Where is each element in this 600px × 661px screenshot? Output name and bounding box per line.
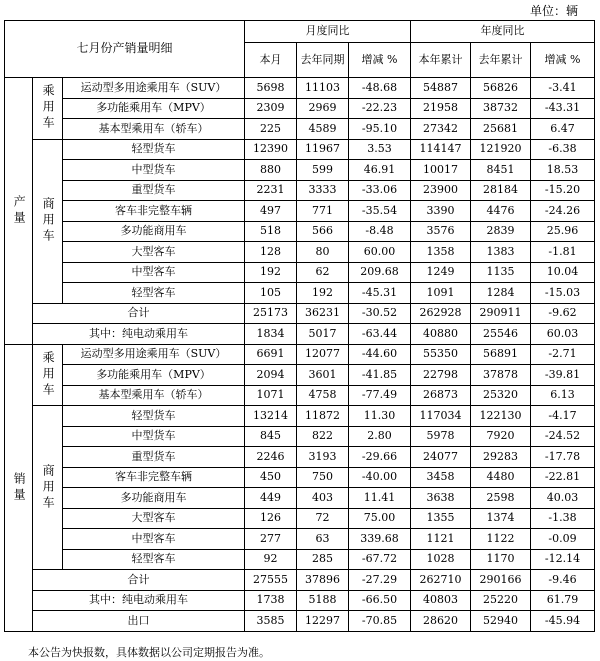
- row-name: 运动型多用途乘用车（SUV）: [63, 78, 245, 99]
- row-name: 基本型乘用车（轿车）: [63, 385, 245, 406]
- cell-yc: 55350: [411, 344, 471, 365]
- table-row-ev: [5, 324, 595, 345]
- cell-yc: 1358: [411, 242, 471, 263]
- table-row-export: [5, 611, 595, 632]
- cell-mc: 75.00: [349, 508, 411, 529]
- production-commercial-label: 商用车: [33, 139, 63, 303]
- cell-mc: 209.68: [349, 262, 411, 283]
- cell-yc: 40803: [411, 590, 471, 611]
- cell-mc: -70.85: [349, 611, 411, 632]
- cell-yd: 6.47: [531, 119, 595, 140]
- cell-mc: -48.68: [349, 78, 411, 99]
- cell-m: 2246: [245, 447, 297, 468]
- cell-ly: 5188: [297, 590, 349, 611]
- cell-m: 13214: [245, 406, 297, 427]
- cell-mc: 339.68: [349, 529, 411, 550]
- cell-mc: 11.41: [349, 488, 411, 509]
- cell-lyc: 29283: [471, 447, 531, 468]
- cell-yc: 54887: [411, 78, 471, 99]
- cell-m: 845: [245, 426, 297, 447]
- cell-yc: 23900: [411, 180, 471, 201]
- cell-m: 126: [245, 508, 297, 529]
- cell-m: 1738: [245, 590, 297, 611]
- cell-ly: 2969: [297, 98, 349, 119]
- cell-mc: -33.06: [349, 180, 411, 201]
- cell-ly: 11967: [297, 139, 349, 160]
- col-this-year-cum: 本年累计: [411, 43, 471, 78]
- cell-yd: -6.38: [531, 139, 595, 160]
- production-passenger-label: 乘用车: [33, 78, 63, 140]
- cell-yc: 26873: [411, 385, 471, 406]
- monthly-header: 月度同比: [245, 21, 411, 43]
- cell-lyc: 25220: [471, 590, 531, 611]
- cell-mc: -95.10: [349, 119, 411, 140]
- cell-m: 2309: [245, 98, 297, 119]
- cell-yc: 27342: [411, 119, 471, 140]
- sales-passenger-label: 乘用车: [33, 344, 63, 406]
- row-name: 多功能乘用车（MPV）: [63, 365, 245, 386]
- table-row: [5, 488, 595, 509]
- row-name: 中型客车: [63, 529, 245, 550]
- cell-lyc: 290166: [471, 570, 531, 591]
- cell-lyc: 1374: [471, 508, 531, 529]
- cell-lyc: 1135: [471, 262, 531, 283]
- cell-ly: 566: [297, 221, 349, 242]
- cell-mc: -44.60: [349, 344, 411, 365]
- cell-yd: -39.81: [531, 365, 595, 386]
- cell-yd: -17.78: [531, 447, 595, 468]
- table-row-total: [5, 303, 595, 324]
- cell-m: 6691: [245, 344, 297, 365]
- row-name: 轻型客车: [63, 283, 245, 304]
- table-row: [5, 221, 595, 242]
- cell-m: 3585: [245, 611, 297, 632]
- cell-yd: -4.17: [531, 406, 595, 427]
- cell-mc: -40.00: [349, 467, 411, 488]
- cell-yd: -15.03: [531, 283, 595, 304]
- production-section-label: 产量: [5, 78, 33, 345]
- row-name: 重型货车: [63, 447, 245, 468]
- row-name: 轻型客车: [63, 549, 245, 570]
- table-row: [5, 180, 595, 201]
- cell-yc: 40880: [411, 324, 471, 345]
- cell-yc: 262928: [411, 303, 471, 324]
- cell-lyc: 25320: [471, 385, 531, 406]
- cell-yd: -1.81: [531, 242, 595, 263]
- cell-mc: -35.54: [349, 201, 411, 222]
- cell-ly: 771: [297, 201, 349, 222]
- cell-mc: -45.31: [349, 283, 411, 304]
- table-row: [5, 365, 595, 386]
- cell-mc: -29.66: [349, 447, 411, 468]
- cell-yd: -22.81: [531, 467, 595, 488]
- cell-mc: -22.23: [349, 98, 411, 119]
- cell-ly: 72: [297, 508, 349, 529]
- cell-yd: -45.94: [531, 611, 595, 632]
- cell-m: 12390: [245, 139, 297, 160]
- table-row: [5, 508, 595, 529]
- cell-ly: 3333: [297, 180, 349, 201]
- cell-lyc: 25681: [471, 119, 531, 140]
- cell-lyc: 52940: [471, 611, 531, 632]
- table-row: [5, 78, 595, 99]
- cell-yc: 1028: [411, 549, 471, 570]
- cell-mc: -8.48: [349, 221, 411, 242]
- cell-yd: 61.79: [531, 590, 595, 611]
- cell-m: 25173: [245, 303, 297, 324]
- cell-m: 449: [245, 488, 297, 509]
- row-name: 重型货车: [63, 180, 245, 201]
- row-name: 基本型乘用车（轿车）: [63, 119, 245, 140]
- cell-m: 450: [245, 467, 297, 488]
- cell-lyc: 2839: [471, 221, 531, 242]
- cell-yd: 10.04: [531, 262, 595, 283]
- row-name: 其中：纯电动乘用车: [33, 324, 245, 345]
- cell-yd: -3.41: [531, 78, 595, 99]
- table-row: [5, 262, 595, 283]
- table-row: [5, 242, 595, 263]
- cell-lyc: 1170: [471, 549, 531, 570]
- cell-lyc: 4476: [471, 201, 531, 222]
- cell-ly: 599: [297, 160, 349, 181]
- cell-ly: 822: [297, 426, 349, 447]
- cell-ly: 192: [297, 283, 349, 304]
- row-name: 大型客车: [63, 508, 245, 529]
- table-row: [5, 426, 595, 447]
- cell-yc: 28620: [411, 611, 471, 632]
- cell-lyc: 4480: [471, 467, 531, 488]
- cell-yd: -1.38: [531, 508, 595, 529]
- cell-yd: -2.71: [531, 344, 595, 365]
- cell-yc: 3390: [411, 201, 471, 222]
- cell-mc: -77.49: [349, 385, 411, 406]
- cell-yd: -9.62: [531, 303, 595, 324]
- table-row: [5, 344, 595, 365]
- row-name: 中型客车: [63, 262, 245, 283]
- table-row-ev: [5, 590, 595, 611]
- cell-yc: 262710: [411, 570, 471, 591]
- cell-yc: 1121: [411, 529, 471, 550]
- table-row: [5, 529, 595, 550]
- row-name: 多功能商用车: [63, 488, 245, 509]
- unit-label: 单位：辆: [529, 4, 578, 18]
- footnote: 本公告为快报数，具体数据以公司定期报告为准。: [28, 646, 270, 659]
- cell-yd: 18.53: [531, 160, 595, 181]
- cell-yd: -24.26: [531, 201, 595, 222]
- cell-mc: 60.00: [349, 242, 411, 263]
- cell-m: 225: [245, 119, 297, 140]
- table-row: [5, 385, 595, 406]
- cell-yc: 117034: [411, 406, 471, 427]
- cell-m: 277: [245, 529, 297, 550]
- cell-mc: -30.52: [349, 303, 411, 324]
- cell-ly: 12077: [297, 344, 349, 365]
- cell-lyc: 56826: [471, 78, 531, 99]
- cell-ly: 11872: [297, 406, 349, 427]
- cell-yd: -0.09: [531, 529, 595, 550]
- cell-lyc: 28184: [471, 180, 531, 201]
- table-title: 七月份产销量明细: [5, 21, 245, 78]
- col-yearly-change: 增减 %: [531, 43, 595, 78]
- table-row: [5, 119, 595, 140]
- sales-section-label: 销量: [5, 344, 33, 631]
- cell-yc: 1249: [411, 262, 471, 283]
- row-name: 客车非完整车辆: [63, 201, 245, 222]
- cell-yd: 60.03: [531, 324, 595, 345]
- cell-yc: 114147: [411, 139, 471, 160]
- cell-yc: 1355: [411, 508, 471, 529]
- cell-ly: 5017: [297, 324, 349, 345]
- cell-yd: -43.31: [531, 98, 595, 119]
- cell-ly: 750: [297, 467, 349, 488]
- cell-yd: -24.52: [531, 426, 595, 447]
- table-row: [5, 406, 595, 427]
- row-name: 多功能乘用车（MPV）: [63, 98, 245, 119]
- cell-m: 105: [245, 283, 297, 304]
- row-name: 中型货车: [63, 426, 245, 447]
- cell-yd: 6.13: [531, 385, 595, 406]
- cell-lyc: 38732: [471, 98, 531, 119]
- cell-lyc: 1284: [471, 283, 531, 304]
- row-name: 中型货车: [63, 160, 245, 181]
- cell-mc: -41.85: [349, 365, 411, 386]
- cell-lyc: 8451: [471, 160, 531, 181]
- cell-m: 192: [245, 262, 297, 283]
- row-name: 客车非完整车辆: [63, 467, 245, 488]
- cell-ly: 4758: [297, 385, 349, 406]
- cell-yc: 3638: [411, 488, 471, 509]
- cell-mc: -63.44: [349, 324, 411, 345]
- cell-yc: 5978: [411, 426, 471, 447]
- cell-m: 518: [245, 221, 297, 242]
- cell-m: 1071: [245, 385, 297, 406]
- cell-yc: 21958: [411, 98, 471, 119]
- cell-ly: 62: [297, 262, 349, 283]
- cell-ly: 285: [297, 549, 349, 570]
- cell-lyc: 1383: [471, 242, 531, 263]
- cell-ly: 80: [297, 242, 349, 263]
- cell-mc: -67.72: [349, 549, 411, 570]
- cell-mc: 3.53: [349, 139, 411, 160]
- cell-mc: 46.91: [349, 160, 411, 181]
- cell-lyc: 1122: [471, 529, 531, 550]
- row-name: 合计: [33, 570, 245, 591]
- col-last-year-same: 去年同期: [297, 43, 349, 78]
- cell-lyc: 7920: [471, 426, 531, 447]
- row-name: 合计: [33, 303, 245, 324]
- cell-m: 1834: [245, 324, 297, 345]
- cell-lyc: 2598: [471, 488, 531, 509]
- sales-commercial-label: 商用车: [33, 406, 63, 570]
- table-row: [5, 98, 595, 119]
- cell-lyc: 37878: [471, 365, 531, 386]
- cell-ly: 63: [297, 529, 349, 550]
- cell-mc: 2.80: [349, 426, 411, 447]
- table-row: [5, 139, 595, 160]
- cell-m: 497: [245, 201, 297, 222]
- cell-yd: -12.14: [531, 549, 595, 570]
- cell-mc: -27.29: [349, 570, 411, 591]
- cell-ly: 36231: [297, 303, 349, 324]
- yearly-header: 年度同比: [411, 21, 595, 43]
- cell-yd: 40.03: [531, 488, 595, 509]
- cell-m: 2231: [245, 180, 297, 201]
- production-sales-table: [4, 20, 595, 632]
- table-row: [5, 283, 595, 304]
- cell-lyc: 122130: [471, 406, 531, 427]
- table-row: [5, 201, 595, 222]
- cell-ly: 3601: [297, 365, 349, 386]
- cell-yd: 25.96: [531, 221, 595, 242]
- cell-ly: 3193: [297, 447, 349, 468]
- table-row-total: [5, 570, 595, 591]
- cell-yc: 3458: [411, 467, 471, 488]
- cell-ly: 4589: [297, 119, 349, 140]
- row-name: 轻型货车: [63, 406, 245, 427]
- table-row: [5, 160, 595, 181]
- col-last-year-cum: 去年累计: [471, 43, 531, 78]
- cell-mc: -66.50: [349, 590, 411, 611]
- row-name: 其中：纯电动乘用车: [33, 590, 245, 611]
- row-name: 多功能商用车: [63, 221, 245, 242]
- cell-m: 2094: [245, 365, 297, 386]
- col-this-month: 本月: [245, 43, 297, 78]
- cell-yc: 22798: [411, 365, 471, 386]
- col-monthly-change: 增减 %: [349, 43, 411, 78]
- cell-ly: 12297: [297, 611, 349, 632]
- table-row: [5, 447, 595, 468]
- cell-m: 128: [245, 242, 297, 263]
- cell-lyc: 290911: [471, 303, 531, 324]
- cell-yc: 10017: [411, 160, 471, 181]
- table-row: [5, 467, 595, 488]
- row-name: 大型客车: [63, 242, 245, 263]
- table-row: [5, 549, 595, 570]
- cell-m: 880: [245, 160, 297, 181]
- cell-m: 5698: [245, 78, 297, 99]
- cell-ly: 37896: [297, 570, 349, 591]
- cell-yd: -15.20: [531, 180, 595, 201]
- cell-m: 27555: [245, 570, 297, 591]
- cell-mc: 11.30: [349, 406, 411, 427]
- row-name: 轻型货车: [63, 139, 245, 160]
- cell-ly: 403: [297, 488, 349, 509]
- cell-yc: 1091: [411, 283, 471, 304]
- cell-yc: 24077: [411, 447, 471, 468]
- row-name: 出口: [33, 611, 245, 632]
- cell-lyc: 56891: [471, 344, 531, 365]
- cell-lyc: 25546: [471, 324, 531, 345]
- cell-yc: 3576: [411, 221, 471, 242]
- cell-ly: 11103: [297, 78, 349, 99]
- row-name: 运动型多用途乘用车（SUV）: [63, 344, 245, 365]
- cell-m: 92: [245, 549, 297, 570]
- cell-lyc: 121920: [471, 139, 531, 160]
- cell-yd: -9.46: [531, 570, 595, 591]
